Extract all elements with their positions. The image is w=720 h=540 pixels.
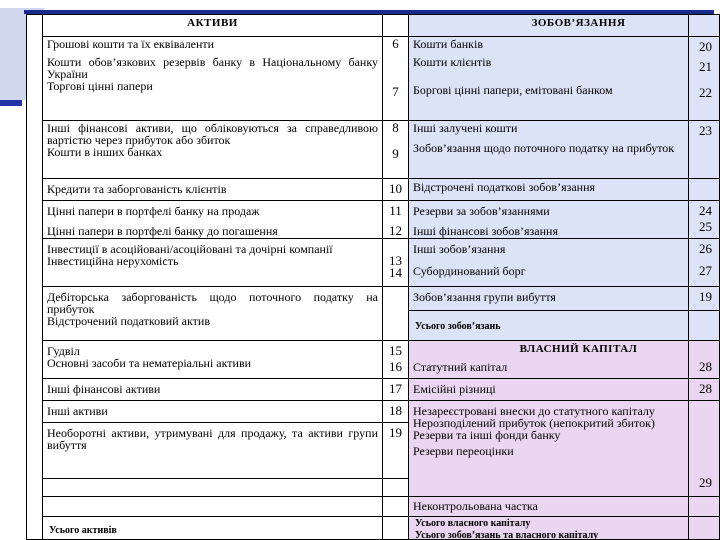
note-ref: 11 (389, 203, 402, 218)
assets-header: АКТИВИ (42, 14, 382, 36)
note-ref: 16 (389, 359, 402, 374)
assets-notes-loans (382, 178, 408, 200)
asset-item: Дебіторська заборгованість щодо поточного податку на прибуток (47, 290, 378, 316)
asset-item: Кошти обов’язкових резервів банку в Національному банку України (47, 55, 378, 81)
liability-item: Боргові цінні папери, емітовані банком (413, 83, 613, 97)
liability-item: Кошти банків (413, 37, 483, 51)
liabilities-notes-borrowed (688, 120, 720, 178)
equity-notes-share-premium (688, 378, 720, 400)
assets-empty-row (42, 496, 382, 516)
slide-decoration-accent (0, 100, 22, 106)
asset-item: Кошти в інших банках (47, 145, 163, 159)
liabilities-notes-disposal (688, 286, 720, 310)
equity-notes-nci (688, 496, 720, 516)
assets-empty-note (382, 478, 408, 496)
asset-item: Інші фінансові активи, що обліковуються за справедливою вартістю через прибуток або збиток (47, 121, 378, 147)
asset-item: Гудвіл (47, 344, 80, 358)
assets-total: Усього активів (42, 516, 382, 540)
note-ref: 8 (392, 120, 399, 135)
asset-item: Основні засоби та нематеріальні активи (47, 356, 252, 370)
assets-notes-fair-value (382, 120, 408, 178)
liabilities-group-provisions (408, 200, 688, 238)
note-ref: 23 (699, 123, 712, 138)
liabilities-group-borrowed (408, 120, 688, 178)
equity-item: Нерозподілений прибуток (непокритий збиток) (413, 416, 655, 430)
note-ref: 7 (392, 84, 399, 99)
assets-group-other (42, 400, 382, 422)
note-ref: 29 (699, 475, 712, 490)
equity-header: ВЛАСНИЙ КАПІТАЛ (519, 343, 638, 355)
equity-group-share-premium (408, 378, 688, 400)
note-ref: 19 (389, 425, 402, 440)
liabilities-group-other (408, 238, 688, 286)
assets-notes-other (382, 400, 408, 422)
liabilities-group-funds (408, 36, 688, 120)
liability-item: Інші залучені кошти (413, 121, 518, 135)
equity-group-reserves (408, 400, 688, 496)
note-ref: 19 (699, 289, 712, 304)
note-ref: 17 (389, 381, 402, 396)
liabilities-notes-deferred (688, 178, 720, 200)
liabilities-total: Усього зобов’язань (408, 310, 688, 340)
liabilities-group-deferred (408, 178, 688, 200)
note-ref: 28 (699, 359, 712, 374)
liability-item: Інші фінансові зобов’язання (413, 224, 558, 238)
note-ref: 9 (392, 146, 399, 161)
asset-item: Відстрочений податковий актив (47, 314, 210, 328)
equity-totals-note (688, 516, 720, 540)
assets-notes-other-fin (382, 378, 408, 400)
asset-item: Інші активи (47, 404, 108, 418)
equity-item: Незареєстровані внески до статутного капіталу (413, 404, 655, 418)
liability-item: Субординований борг (413, 264, 526, 278)
equity-notes-reserves (688, 400, 720, 496)
equity-item: Статутний капітал (413, 360, 508, 374)
equity-notes-capital (688, 340, 720, 378)
equity-item: Емісійні різниці (413, 382, 496, 396)
assets-group-other-fin (42, 378, 382, 400)
note-ref: 14 (389, 265, 402, 280)
assets-empty-row (42, 478, 382, 496)
liabilities-group-disposal (408, 286, 688, 310)
note-ref: 13 (389, 253, 402, 268)
liabilities-note-header (688, 14, 720, 36)
assets-group-fixed (42, 340, 382, 378)
assets-group-receivables (42, 286, 382, 340)
liability-item: Кошти клієнтів (413, 55, 492, 69)
equity-group-nci (408, 496, 688, 516)
asset-item: Необоротні активи, утримувані для продажу, та активи групи вибуття (47, 426, 378, 452)
note-ref: 28 (699, 381, 712, 396)
grand-total: Усього зобов’язань та власного капіталу (415, 530, 599, 540)
assets-total-note (382, 516, 408, 540)
assets-notes-investments (382, 238, 408, 286)
assets-note-header (382, 14, 408, 36)
equity-total: Усього власного капіталу (415, 518, 531, 529)
note-ref: 18 (389, 403, 402, 418)
liabilities-header: ЗОБОВ’ЯЗАННЯ (408, 14, 688, 36)
assets-notes-cash (382, 36, 408, 120)
liability-item: Зобов’язання групи вибуття (413, 290, 556, 304)
liability-item: Відстрочені податкові зобов’язання (413, 180, 596, 194)
note-ref: 24 (699, 203, 712, 218)
row-marker-column (26, 14, 42, 540)
liabilities-notes-funds (688, 36, 720, 120)
liability-item: Інші зобов’язання (413, 242, 506, 256)
assets-group-cash (42, 36, 382, 120)
asset-item: Цінні папери в портфелі банку на продаж (47, 204, 260, 218)
assets-group-securities (42, 200, 382, 238)
asset-item: Грошові кошти та їх еквіваленти (47, 37, 215, 51)
assets-group-loans (42, 178, 382, 200)
assets-empty-note (382, 496, 408, 516)
equity-totals (408, 516, 688, 540)
asset-item: Інші фінансові активи (47, 382, 161, 396)
equity-item: Неконтрольована частка (413, 499, 538, 513)
assets-notes-held-for-sale (382, 422, 408, 478)
assets-notes-securities (382, 200, 408, 238)
asset-item: Цінні папери в портфелі банку до погашення (47, 224, 278, 238)
assets-group-fair-value (42, 120, 382, 178)
asset-item: Торгові цінні папери (47, 79, 153, 93)
assets-notes-fixed (382, 340, 408, 378)
liability-item: Зобов’язання щодо поточного податку на прибуток (413, 141, 675, 155)
asset-item: Кредити та заборгованість клієнтів (47, 182, 227, 196)
note-ref: 20 (699, 39, 712, 54)
equity-group-capital (408, 340, 688, 378)
asset-item: Інвестиційна нерухомість (47, 254, 179, 268)
note-ref: 27 (699, 263, 712, 278)
asset-item: Інвестиції в асоційовані/асоційовані та дочірні компанії (47, 242, 333, 256)
note-ref: 12 (389, 223, 402, 238)
note-ref: 26 (699, 241, 712, 256)
note-ref: 10 (389, 181, 402, 196)
equity-item: Резерви переоцінки (413, 444, 514, 458)
note-ref: 21 (699, 59, 712, 74)
equity-item: Резерви та інші фонди банку (413, 428, 561, 442)
note-ref: 22 (699, 85, 712, 100)
balance-sheet-table (26, 14, 720, 540)
liabilities-notes-provisions (688, 200, 720, 238)
assets-group-investments (42, 238, 382, 286)
assets-notes-receivables (382, 286, 408, 340)
note-ref: 15 (389, 343, 402, 358)
liability-item: Резерви за зобов’язаннями (413, 204, 550, 218)
note-ref: 25 (699, 219, 712, 234)
note-ref: 6 (392, 36, 399, 51)
assets-group-held-for-sale (42, 422, 382, 478)
liabilities-total-note (688, 310, 720, 340)
liabilities-notes-other (688, 238, 720, 286)
